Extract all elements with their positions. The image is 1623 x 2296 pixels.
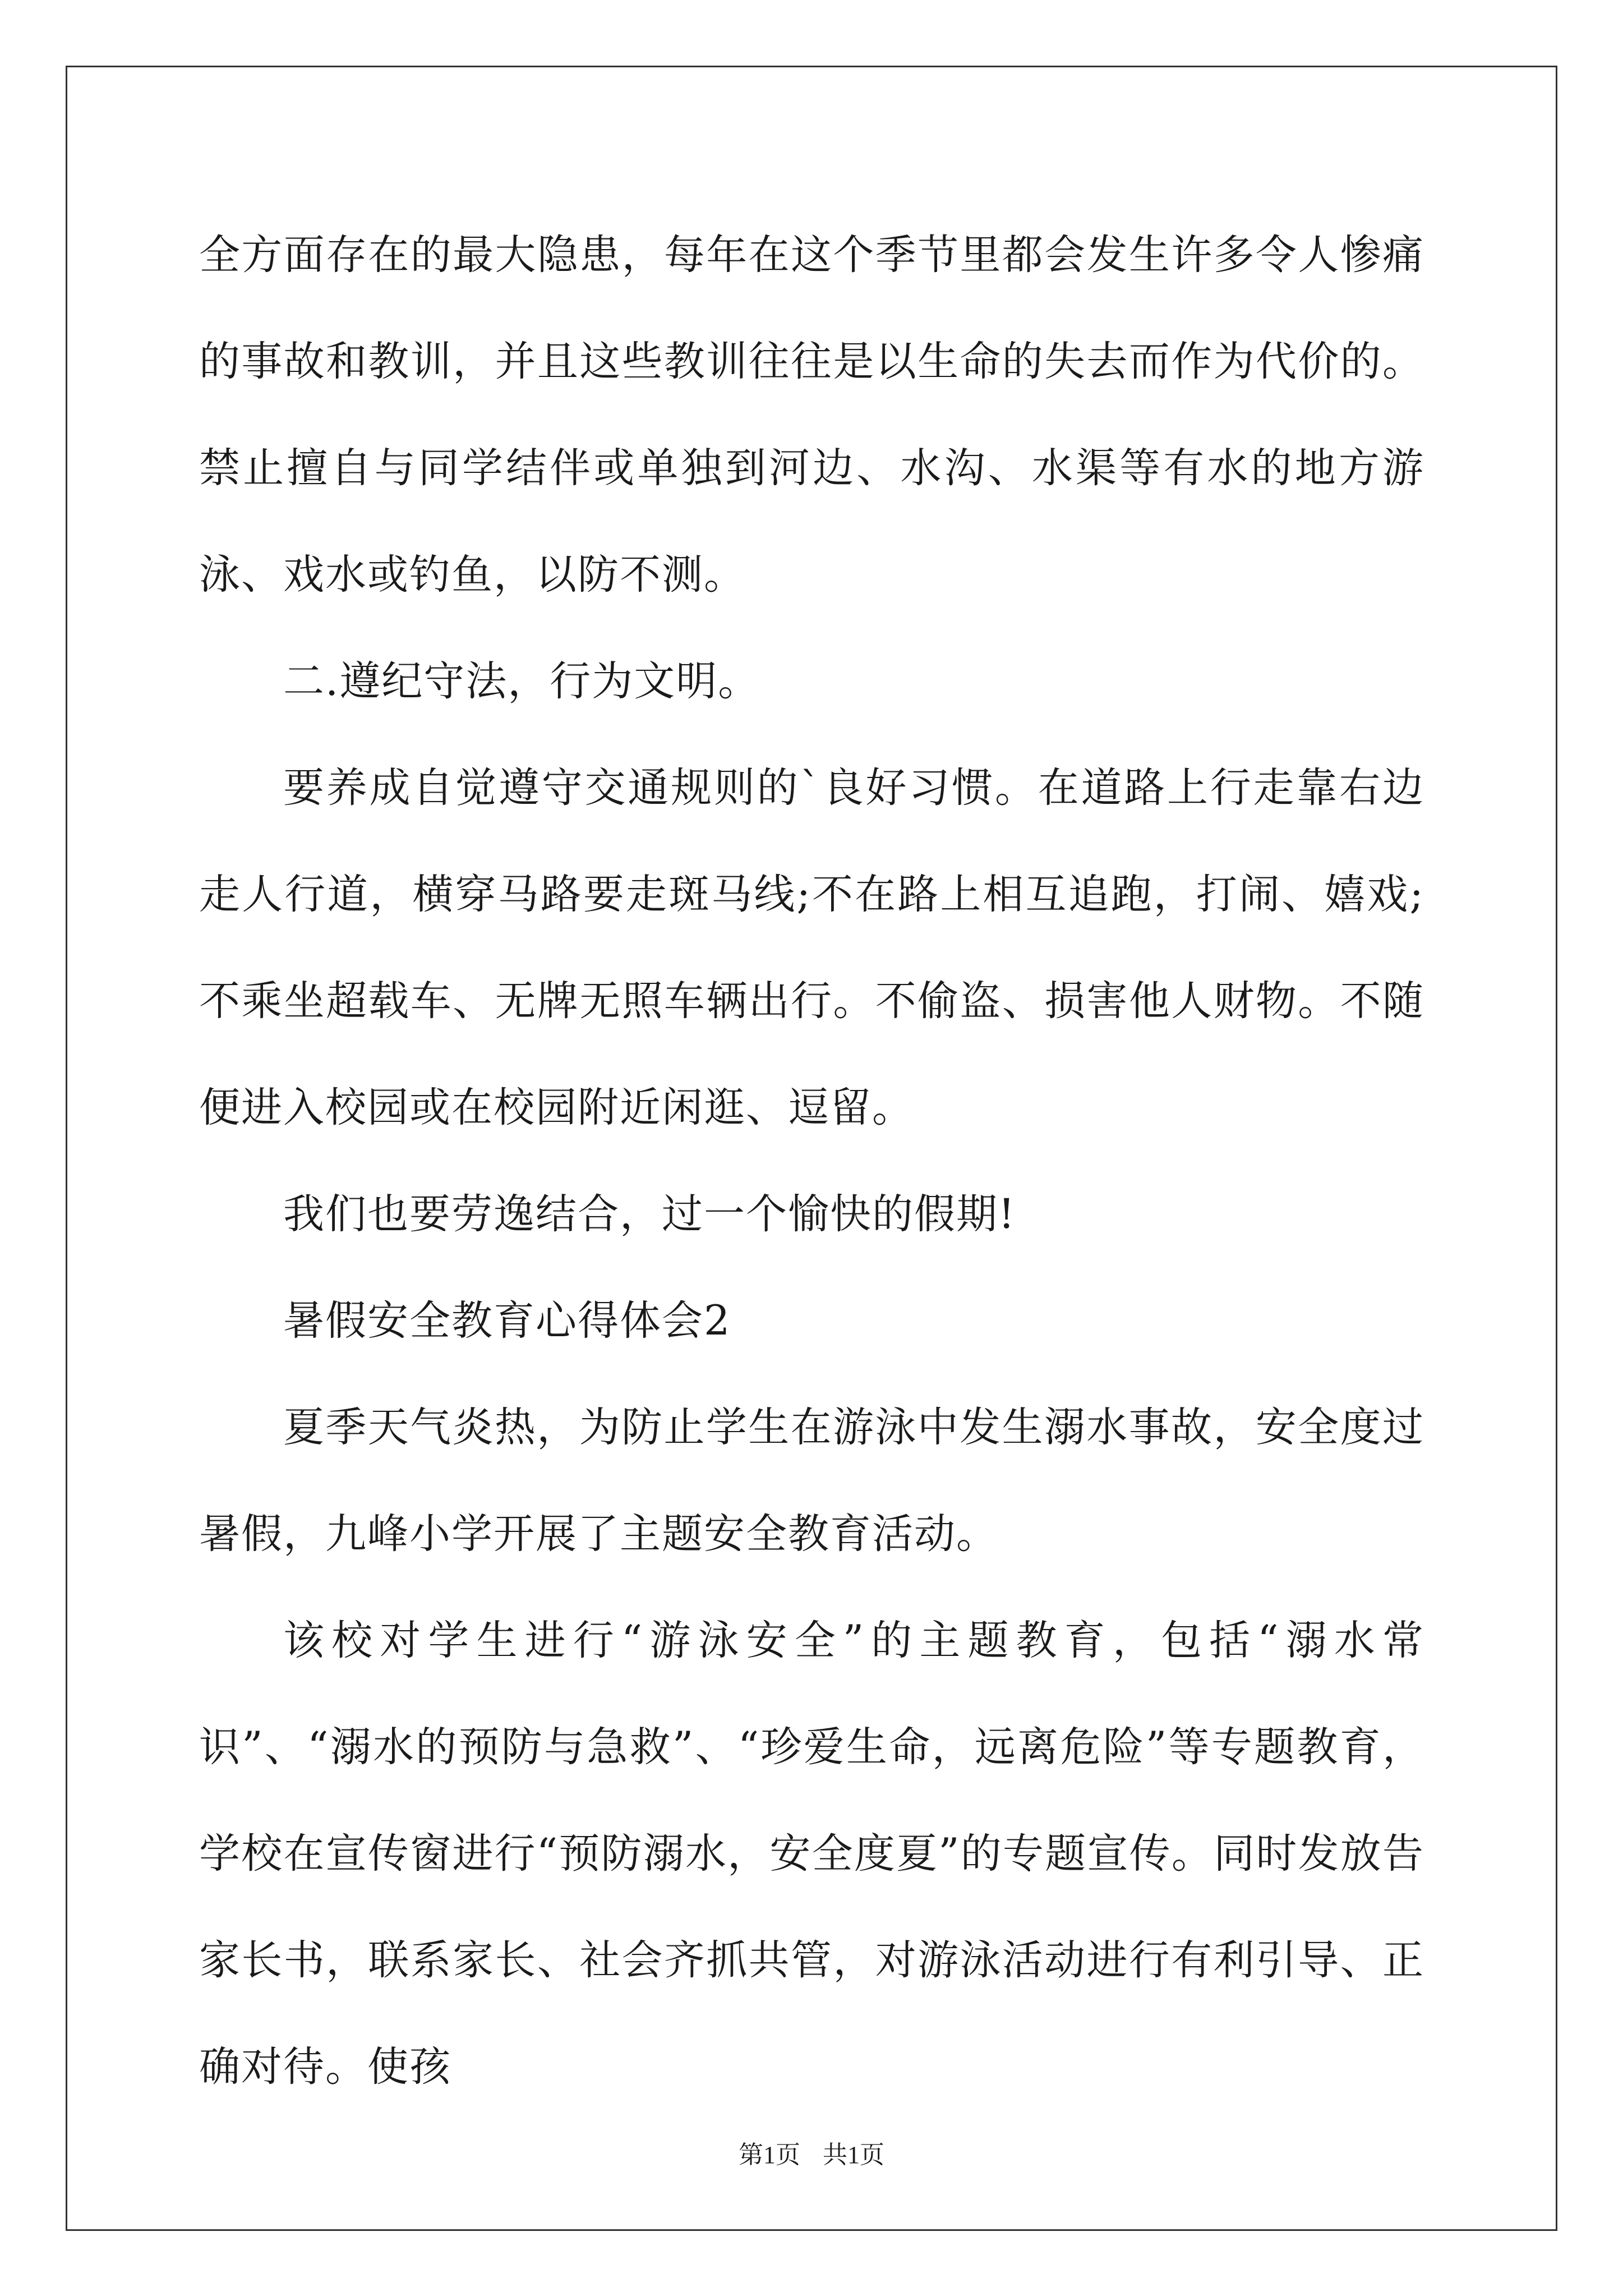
page-number: 第1页	[739, 2141, 800, 2169]
page-footer	[0, 2134, 1623, 2170]
paragraph-4: 我们也要劳逸结合，过一个愉快的假期!	[283, 1190, 1016, 1238]
paragraph-3: 要养成自觉遵守交通规则的`良好习惯。在道路上行走靠右边走人行道，横穿马路要走斑马线;不在路上相互追跑，打闹、嬉戏;不乘坐超载车、无牌无照车辆出行。不偷盗、损害他人财物。不随便进入校园或在校园附近闲逛、逗留。	[199, 764, 1424, 1131]
page-total: 共1页	[823, 2141, 884, 2169]
paragraph-1: 全方面存在的最大隐患，每年在这个季节里都会发生许多令人惨痛的事故和教训，并且这些教训往往是以生命的失去而作为代价的。禁止擅自与同学结伴或单独到河边、水沟、水渠等有水的地方游泳、戏水或钓鱼，以防不测。	[199, 231, 1424, 599]
paragraph-6: 夏季天气炎热，为防止学生在游泳中发生溺水事故，安全度过暑假，九峰小学开展了主题安全教育活动。	[199, 1404, 1424, 1558]
paragraph-5-title: 暑假安全教育心得体会2	[283, 1297, 731, 1345]
paragraph-7: 该校对学生进行“游泳安全”的主题教育，包括“溺水常识”、“溺水的预防与急救”、“珍爱生命，远离危险”等专题教育，学校在宣传窗进行“预防溺水，安全度夏”的专题宣传。同时发放告家长书，联系家长、社会齐抓共管，对游泳活动进行有利引导、正确对待。使孩	[199, 1617, 1424, 2091]
paragraph-2-heading: 二.遵纪守法，行为文明。	[283, 657, 760, 705]
document-body	[199, 202, 1424, 2120]
